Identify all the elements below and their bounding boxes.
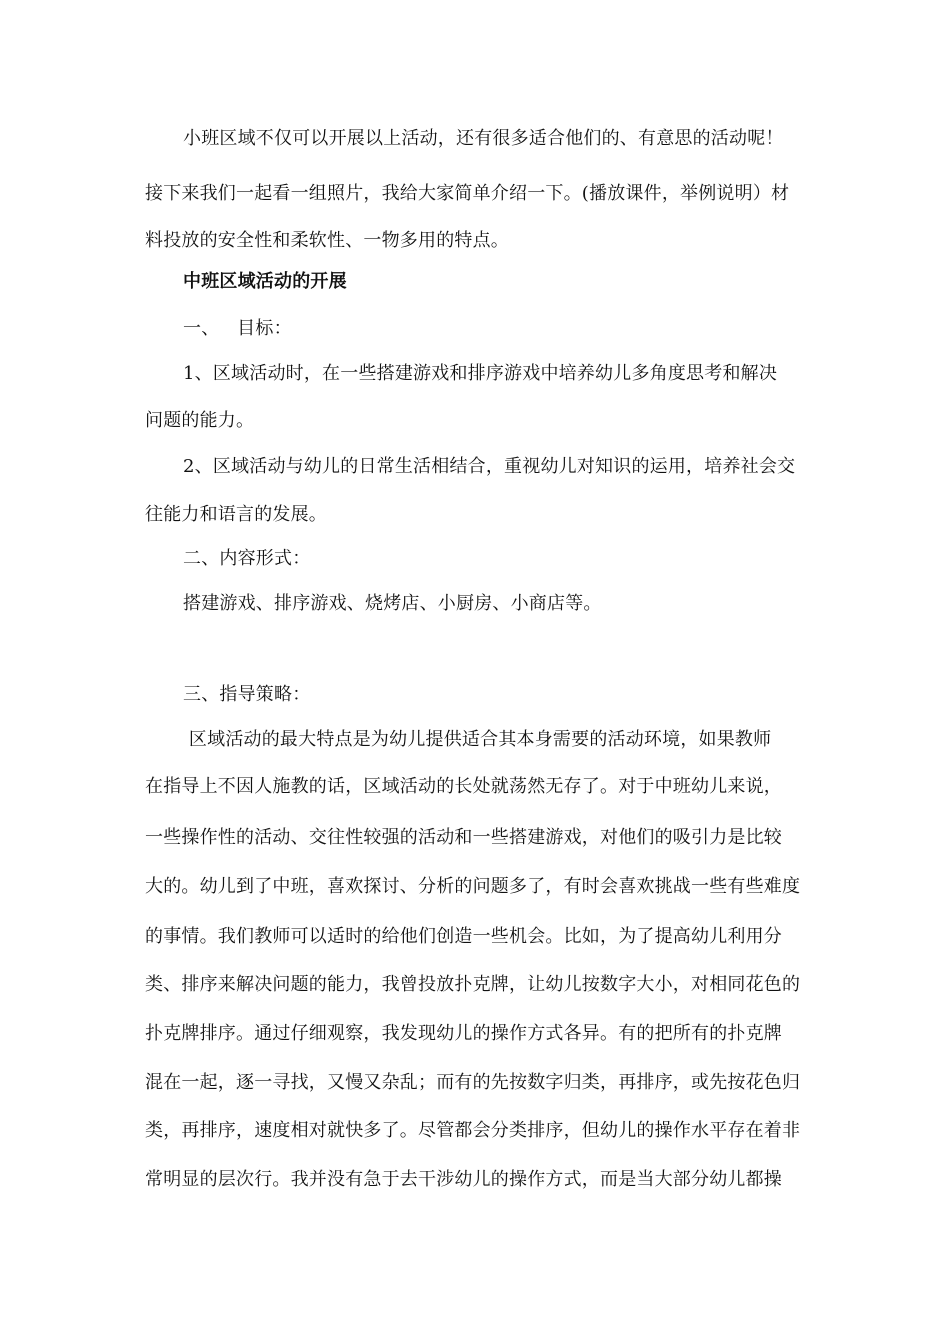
paragraph-line: 的事情。我们教师可以适时的给他们创造一些机会。比如，为了提高幼儿利用分: [145, 926, 782, 947]
paragraph-line: 问题的能力。: [145, 410, 255, 431]
paragraph-line: 区域活动的最大特点是为幼儿提供适合其本身需要的活动环境，如果教师: [183, 729, 772, 750]
paragraph-line: 混在一起，逐一寻找，又慢又杂乱；而有的先按数字归类，再排序，或先按花色归: [145, 1072, 801, 1093]
paragraph-line: 大的。幼儿到了中班，喜欢探讨、分析的问题多了，有时会喜欢挑战一些有些难度: [145, 876, 801, 897]
paragraph-line: 在指导上不因人施教的话，区域活动的长处就荡然无存了。对于中班幼儿来说，: [145, 776, 782, 797]
subheading-content: 二、内容形式：: [183, 548, 311, 569]
paragraph-line: 小班区域不仅可以开展以上活动，还有很多适合他们的、有意思的活动呢！: [183, 128, 784, 149]
paragraph-line: 接下来我们一起看一组照片，我给大家简单介绍一下。(播放课件，举例说明）材: [145, 183, 790, 204]
subheading-goals: 一、 目标：: [183, 318, 292, 339]
paragraph-line: 搭建游戏、排序游戏、烧烤店、小厨房、小商店等。: [183, 593, 602, 614]
paragraph-line: 往能力和语言的发展。: [145, 504, 327, 525]
paragraph-line: 一些操作性的活动、交往性较强的活动和一些搭建游戏，对他们的吸引力是比较: [145, 827, 782, 848]
paragraph-line: 类，再排序，速度相对就快多了。尽管都会分类排序，但幼儿的操作水平存在着非: [145, 1120, 801, 1141]
paragraph-line: 1、区域活动时，在一些搭建游戏和排序游戏中培养幼儿多角度思考和解决: [183, 363, 778, 384]
paragraph-line: 2、区域活动与幼儿的日常生活相结合，重视幼儿对知识的运用，培养社会交: [183, 456, 796, 477]
subheading-strategy: 三、指导策略：: [183, 684, 311, 705]
section-heading: 中班区域活动的开展: [183, 271, 347, 292]
paragraph-line: 常明显的层次行。我并没有急于去干涉幼儿的操作方式，而是当大部分幼儿都操: [145, 1169, 782, 1190]
paragraph-line: 类、排序来解决问题的能力，我曾投放扑克牌，让幼儿按数字大小，对相同花色的: [145, 974, 801, 995]
paragraph-line: 料投放的安全性和柔软性、一物多用的特点。: [145, 230, 509, 251]
paragraph-line: 扑克牌排序。通过仔细观察，我发现幼儿的操作方式各异。有的把所有的扑克牌: [145, 1023, 782, 1044]
